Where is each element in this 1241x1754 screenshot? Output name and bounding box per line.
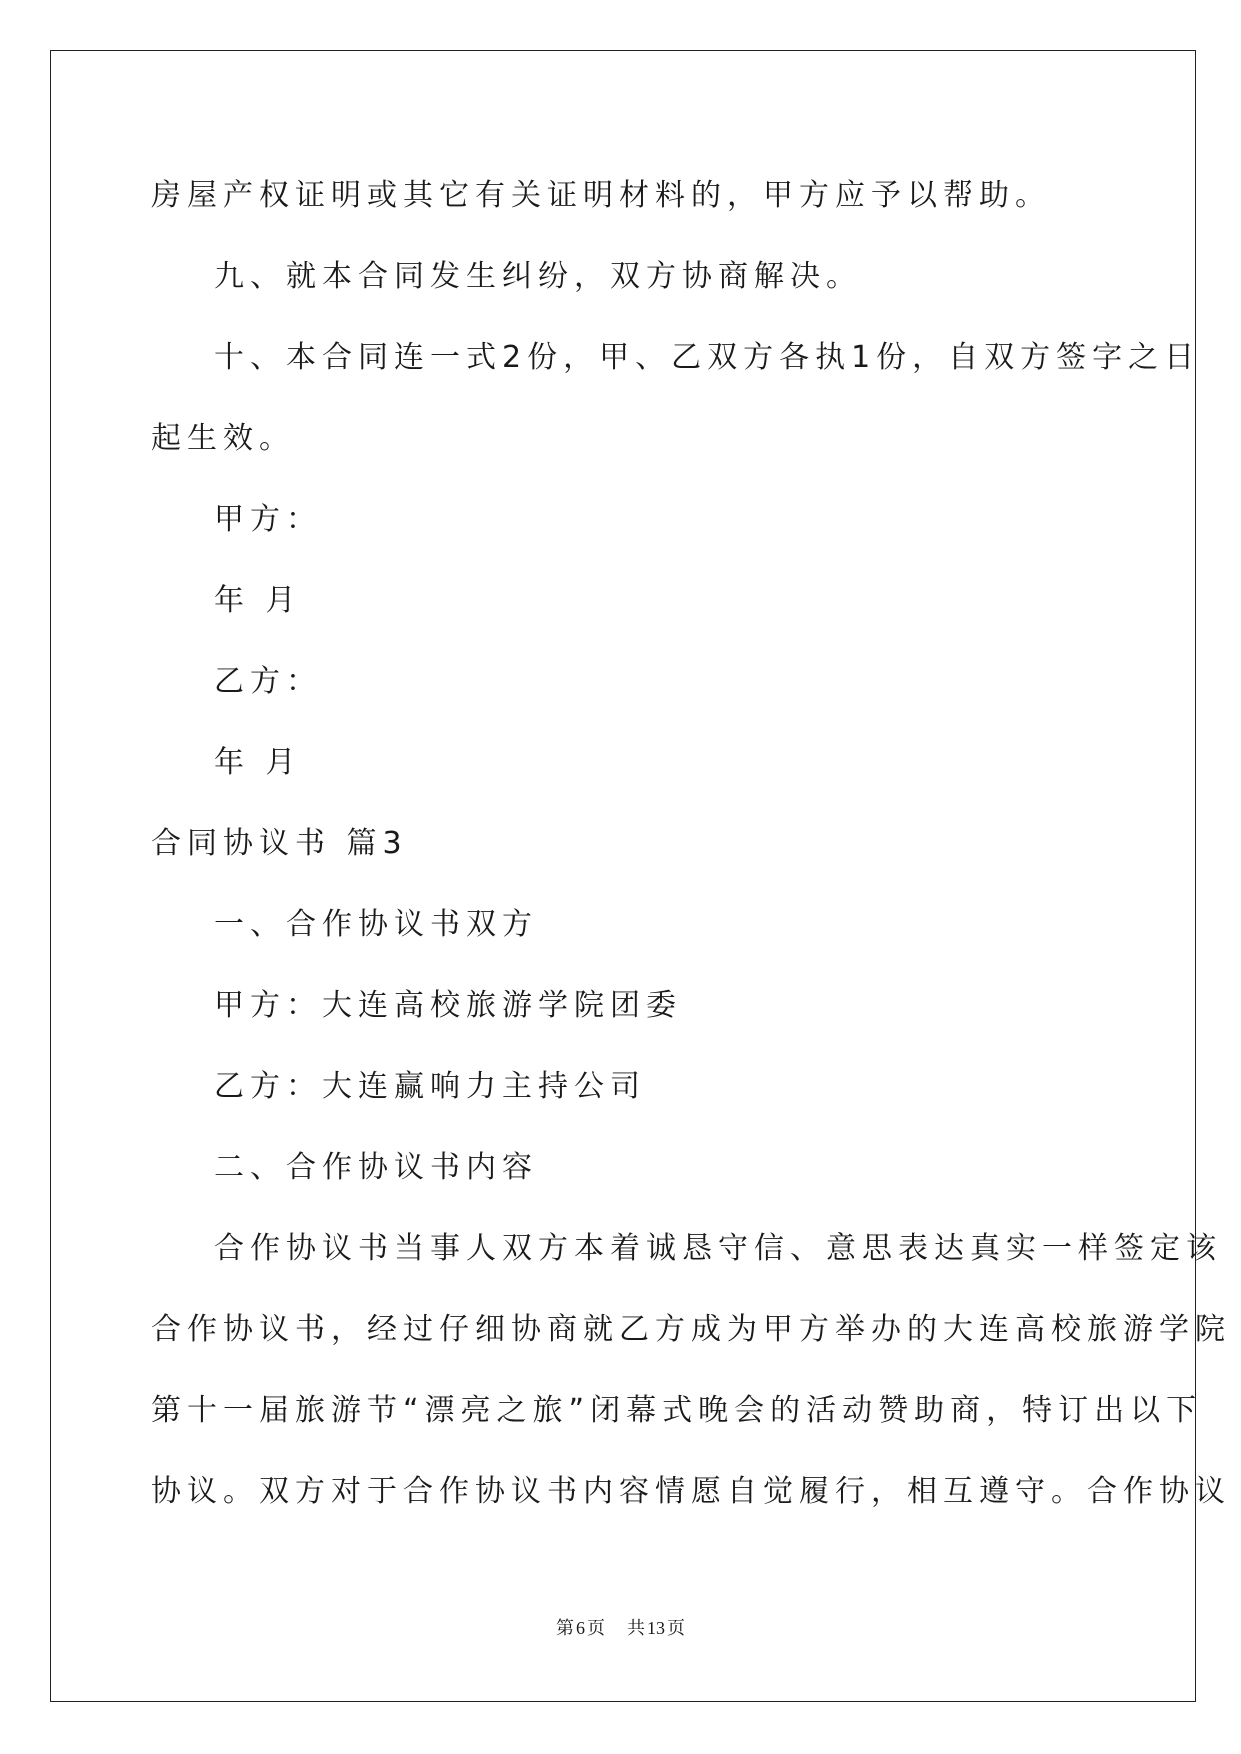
total-prefix: 共 <box>627 1618 645 1639</box>
page-current: 6 <box>576 1618 585 1638</box>
paragraph-line: 一、合作协议书双方 <box>214 907 538 942</box>
section-heading: 合同协议书 篇3 <box>151 826 408 861</box>
page-total: 13 <box>647 1618 665 1638</box>
signature-party-a: 甲方： <box>214 502 322 537</box>
paragraph-line: 九、就本合同发生纠纷，双方协商解决。 <box>214 259 862 294</box>
signature-date-a: 年 月 <box>214 583 302 618</box>
paragraph-line: 二、合作协议书内容 <box>214 1150 538 1185</box>
paragraph-line: 十、本合同连一式2份，甲、乙双方各执1份，自双方签字之日 <box>214 340 1201 375</box>
paragraph-line: 起生效。 <box>151 421 295 456</box>
signature-party-b: 乙方： <box>214 664 322 699</box>
paragraph-line: 房屋产权证明或其它有关证明材料的，甲方应予以帮助。 <box>151 178 1051 213</box>
paragraph-line: 合作协议书，经过仔细协商就乙方成为甲方举办的大连高校旅游学院 <box>151 1312 1231 1347</box>
paragraph-line: 合作协议书当事人双方本着诚恳守信、意思表达真实一样签定该 <box>214 1231 1222 1266</box>
paragraph-line: 协议。双方对于合作协议书内容情愿自觉履行，相互遵守。合作协议 <box>151 1474 1231 1509</box>
signature-date-b: 年 月 <box>214 745 302 780</box>
page-prefix: 第 <box>556 1618 574 1639</box>
paragraph-line: 甲方：大连高校旅游学院团委 <box>214 988 682 1023</box>
paragraph-line: 第十一届旅游节“漂亮之旅”闭幕式晚会的活动赞助商，特订出以下 <box>151 1393 1203 1428</box>
page-suffix: 页 <box>587 1618 605 1639</box>
total-suffix: 页 <box>667 1618 685 1639</box>
page-border <box>50 50 1196 1702</box>
paragraph-line: 乙方：大连赢响力主持公司 <box>214 1069 646 1104</box>
page-footer <box>0 1616 1241 1641</box>
